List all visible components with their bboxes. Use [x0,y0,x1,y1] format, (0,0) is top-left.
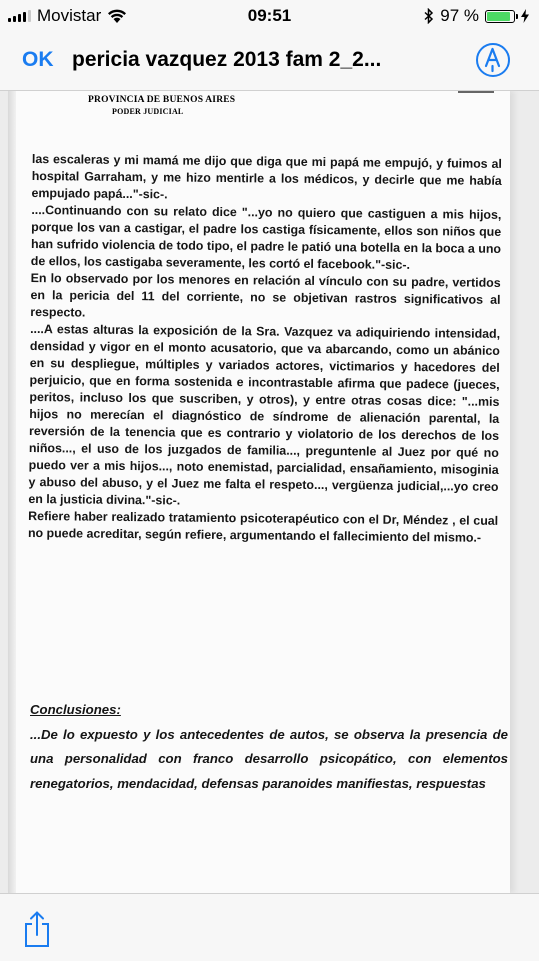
status-right [424,6,529,26]
document-title: pericia vazquez 2013 fam 2_2... [72,48,382,71]
carrier-name: Movistar [37,6,102,25]
battery-percent: 97 % [440,6,479,25]
paragraph: ....A estas alturas la exposición de la Sra. Vazquez va adiquiriendo intensidad, densidad y vigor en el monto acusatorio, que va abarcando, como un abánico en su despliegue, múltiples y variados actores, victimarios y hacedores del perjuicio, que en forma sostenida e incontrastable afirma que padece (jueces, peritos, incluso los que suscriben, y otros), y entre otras cosas dice: "...mis hijos no merecían el diagnóstico de síndrome de alienación parental, la reversión de la tenencia que es contrario y violatorio de los derechos de los niños..., el uso de los juzgados de familia..., preguntenle al Juez por qué no puedo ver a mis hijos..., noto enemistad, parcialidad, ensañamiento, misoginia y abuso del abuso, y el Juez me falta el respeto..., vergüenza judicial,...yo creo en la justicia divina."-sic-. [28,321,501,508]
paragraph: En lo observado por los menores en relación al vínculo con su padre, vertidos en la pericia del 11 del corriente, no se objetivan rastros significativos al respecto. [30,270,501,320]
clock: 09:51 [247,6,292,25]
paragraph: Refiere haber realizado tratamiento psicoterapéutico con el Dr, Méndez , el cual no puede acreditar, según refiere, argumentando el fallecimiento del mismo.- [27,508,499,545]
letterhead-province: PROVINCIA DE BUENOS AIRES [88,95,236,105]
conclusions-section [30,698,508,796]
share-button[interactable] [22,910,52,948]
ok-button[interactable]: OK [22,48,54,71]
paragraph: ....Continuando con su relato dice "...yo no quiero que castiguen a mis hijos, porque los van a castigar, el padre los castiga físicamente, ellos son niños que han sufrido violencia de todo tipo, el padre le patió una botella en la boca a uno de ellos, los castigaba severamente, les cortó el facebook."-sic-. [30,202,502,272]
status-bar [0,0,539,32]
markup-pen-icon [478,45,507,74]
charging-bolt-icon [521,9,529,23]
battery-fill [487,12,510,21]
letterhead [88,95,235,117]
page-top-mark [458,91,494,93]
conclusions-text: ...De lo expuesto y los antecedentes de autos, se observa la presencia de una personalidad con franco desarrollo psicopático, con elementos renegatorios, mendacidad, defensas paranoides manifiestas, respuestas [30,726,508,791]
document-body [28,151,502,547]
bottom-toolbar [0,893,539,961]
page-edge [8,91,16,893]
battery-icon [485,10,515,23]
document-page [8,91,510,893]
document-viewer[interactable] [0,91,539,893]
conclusions-heading: Conclusiones: [30,702,121,717]
bluetooth-icon [424,8,434,24]
paragraph: las escaleras y mi mamá me dijo que diga que mi papá me empujó, y fuimos al hospital Garraham, y me hizo mentirle a los médicos, y decirle que me había empujado papá..."-sic-. [31,151,502,202]
markup-button[interactable] [476,43,510,77]
navigation-bar [0,32,539,91]
letterhead-judicial: PODER JUDICIAL [112,107,184,116]
share-icon [22,910,52,948]
